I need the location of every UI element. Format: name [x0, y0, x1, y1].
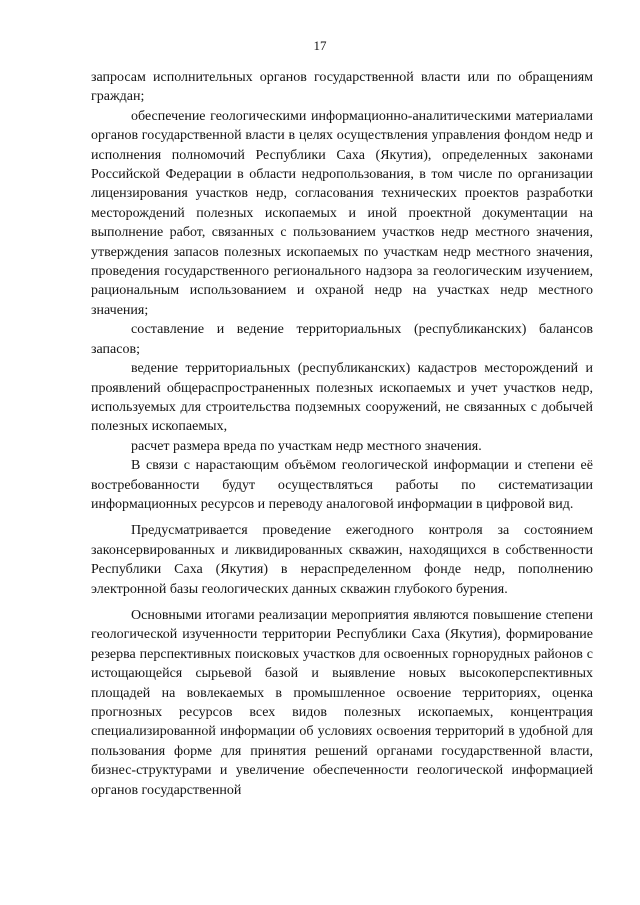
paragraph-balances: составление и ведение территориальных (республиканских) балансов запасов;: [91, 322, 593, 357]
paragraph-continuation: запросам исполнительных органов государственной власти или по обращениям граждан;: [91, 70, 593, 105]
paragraph-cadastres: ведение территориальных (республиканских) кадастров месторождений и проявлений общераспространенных полезных ископаемых и учет участков недр, используемых для строительства подземных сооружений, не связанных с добычей полезных ископаемых,: [91, 361, 593, 435]
body-text: [91, 68, 593, 800]
paragraph-results: Основными итогами реализации мероприятия являются повышение степени геологической изученности территории Республики Саха (Якутия), формирование резерва перспективных поисковых участков для освоенных горнорудных районов с истощающейся сырьевой базой и выявление новых высокоперспективных площадей на вовлекаемых в промышленное освоение территориях, оценка прогнозных ресурсов всех видов полезных ископаемых, концентрация специализированной информации об условиях освоения территорий в удобной для пользования форме для принятия решений органами государственной власти, бизнес-структурами и увеличение обеспеченности геологической информацией органов государственной: [91, 607, 593, 798]
page-number: 17: [313, 38, 327, 53]
paragraph-damage-calculation: расчет размера вреда по участкам недр местного значения.: [131, 438, 482, 454]
paragraph-well-control: Предусматривается проведение ежегодного контроля за состоянием законсервированных и ликвидированных скважин, находящихся в собственности Республики Саха (Якутия) в нераспределенном фонде недр, пополнению электронной базы геологических данных скважин глубокого бурения.: [91, 523, 593, 597]
paragraph-geological-materials: обеспечение геологическими информационно-аналитическими материалами органов государственной власти в целях осуществления управления фондом недр и исполнения полномочий Республики Саха (Якутия), определенных законами Российской Федерации в области недропользования, в том числе по организации лицензирования участков недр, согласования технических проектов разработки месторождений полезных ископаемых и иной проектной документации на выполнение работ, связанных с пользованием участков недр местного значения, утверждения запасов полезных ископаемых по участкам недр местного значения, проведения государственного регионального надзора за геологическим изучением, рациональным использованием и охраной недр на участках недр местного значения;: [91, 108, 593, 318]
paragraph-digitization: В связи с нарастающим объёмом геологической информации и степени её востребованности будут осуществляться работы по систематизации информационных ресурсов и переводу аналоговой информации в цифровой вид.: [91, 458, 593, 512]
